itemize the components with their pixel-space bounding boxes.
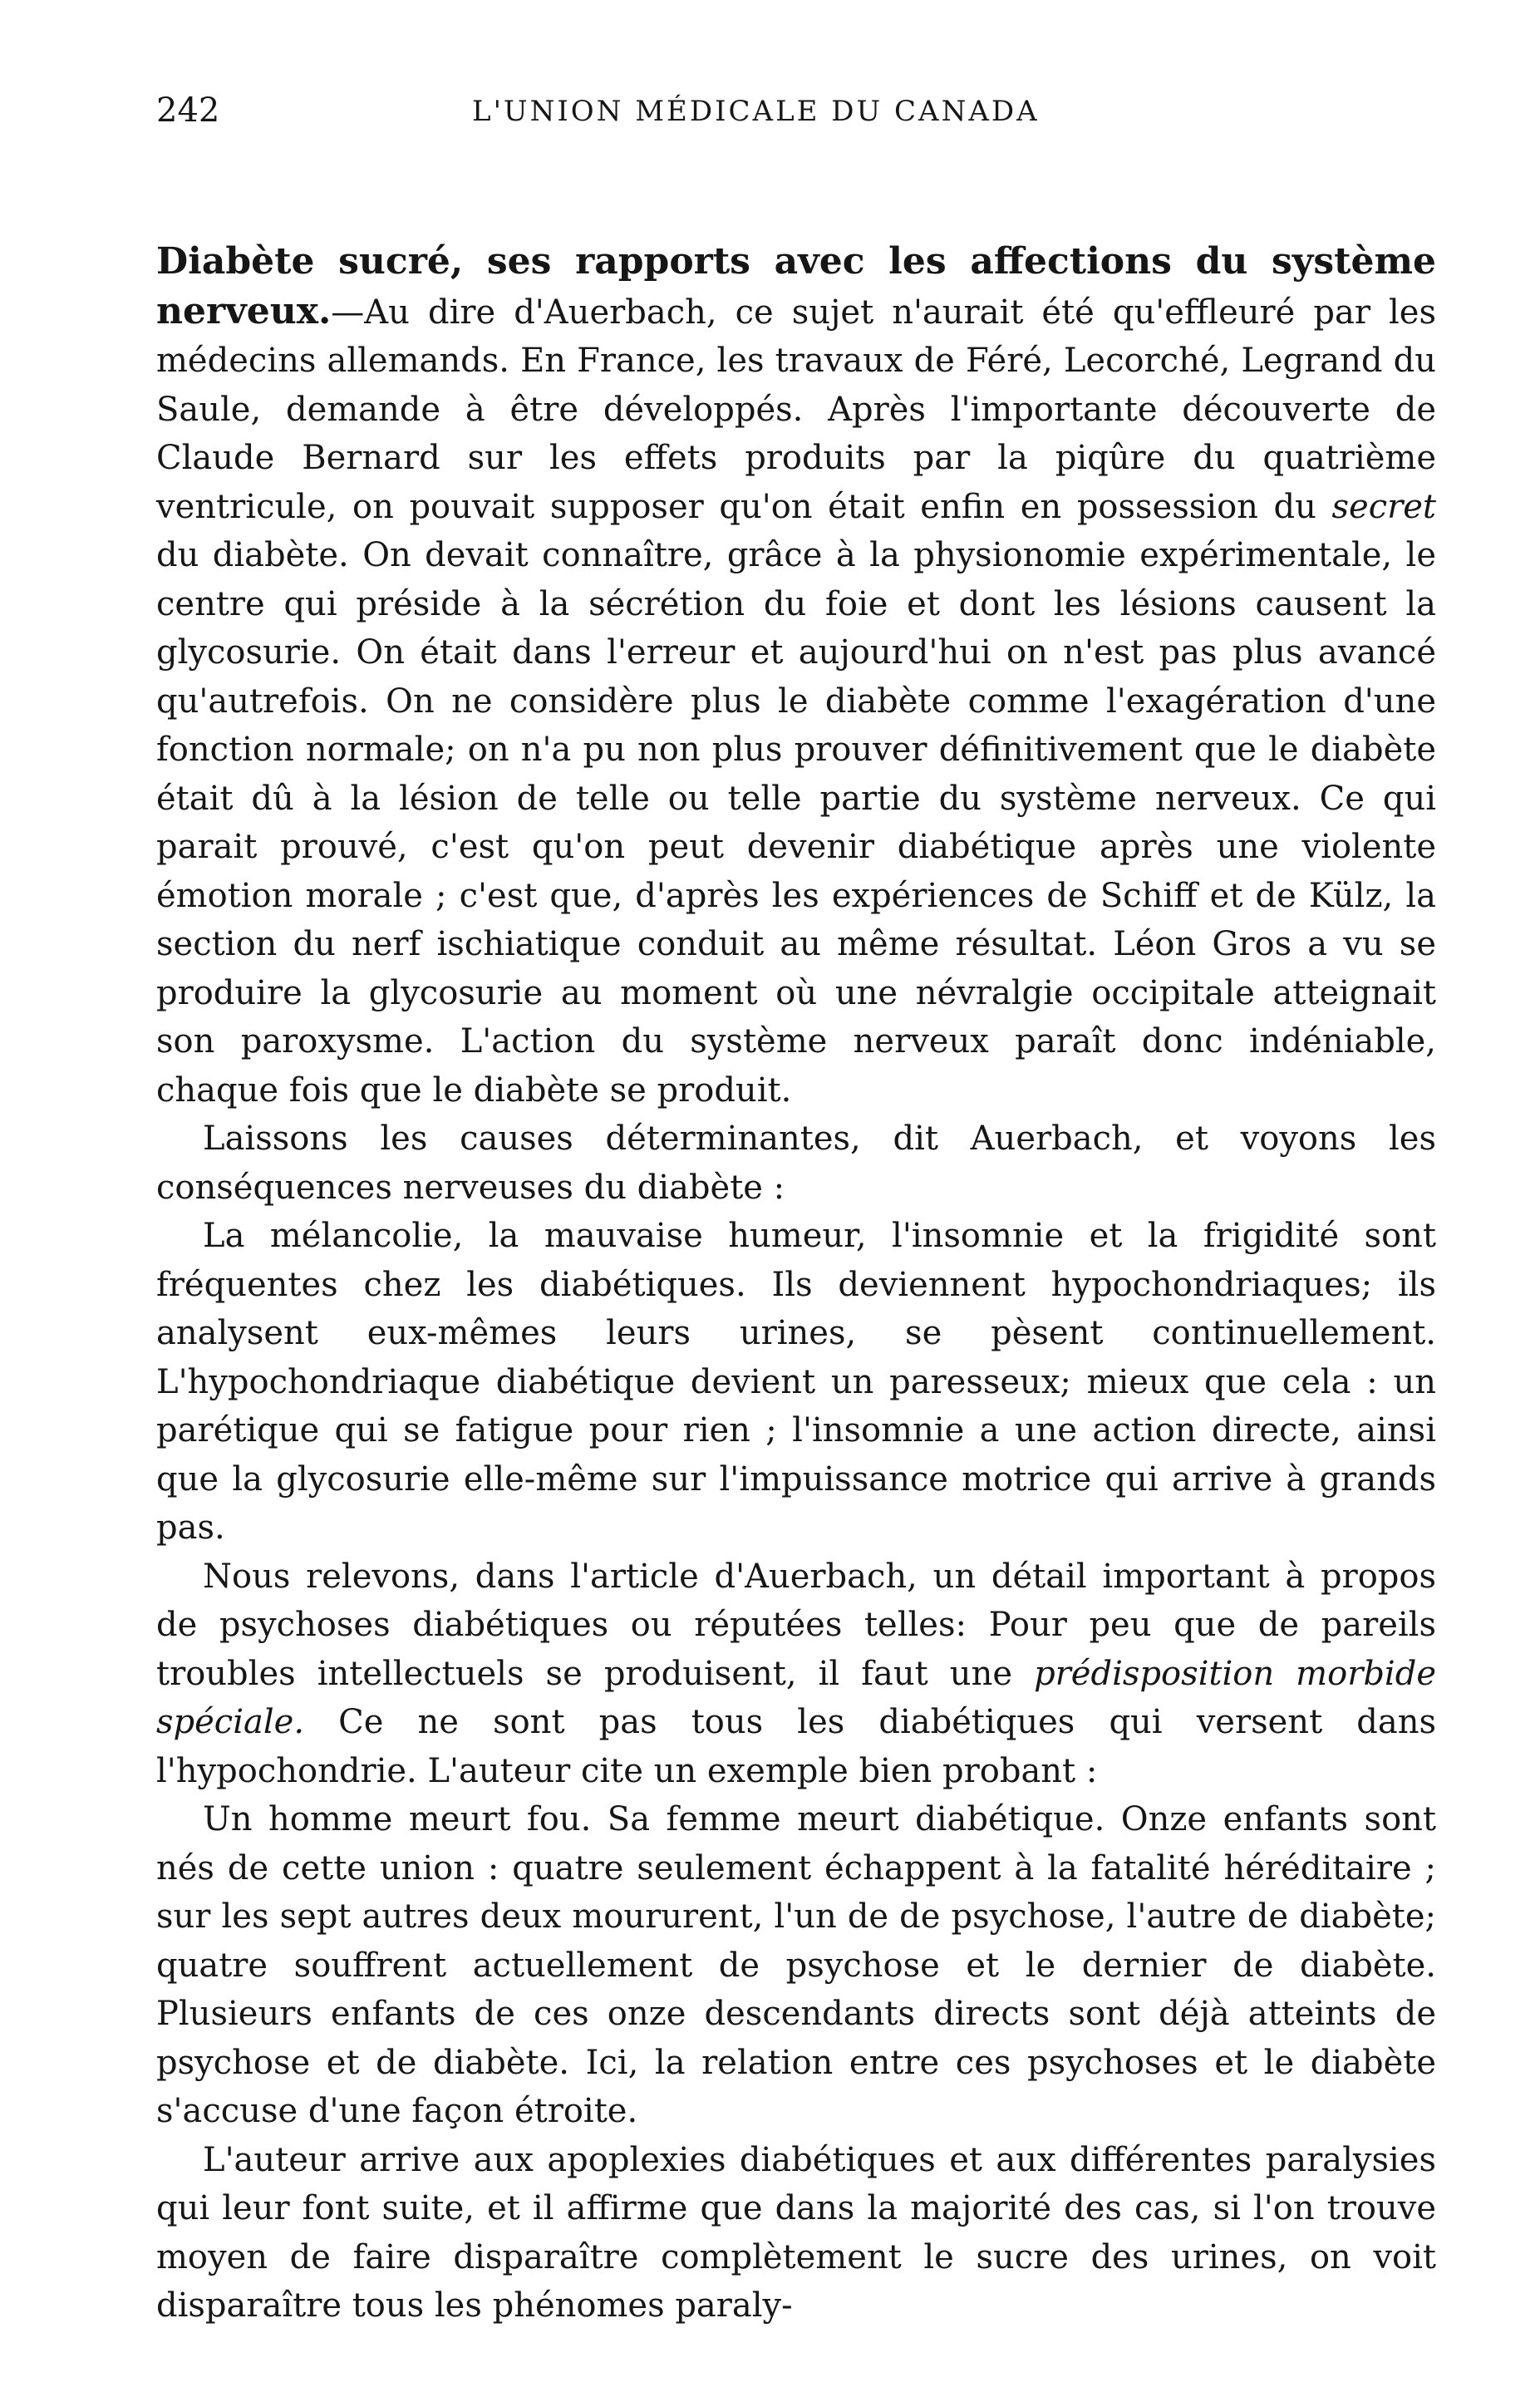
article-heading: Diabète sucré, ses rapports avec les affections du système nerveux. — [156, 240, 1436, 332]
paragraph-6: L'auteur arrive aux apoplexies diabétiques et aux différentes paralysies qui leur font suite, et il affirme que dans la majorité des cas, si l'on trouve moyen de faire disparaître complètement le sucre des urines, on voit disparaître tous les phénomes paraly- — [156, 2140, 1436, 2325]
page-number: 242 — [156, 91, 220, 130]
paragraph-1 — [156, 238, 1436, 1115]
article-body — [156, 238, 1436, 2330]
paragraph-1-text-b: du diabète. On devait connaître, grâce à la physionomie expérimentale, le centre qui préside à la sécrétion du foie et dont les lésions causent la glycosurie. On était dans l'erreur et aujourd'hui on n'est pas plus avancé qu'autrefois. On ne considère plus le diabète comme l'exagération d'une fonction normale; on n'a pu non plus prouver définitivement que le diabète était dû à la lésion de telle ou telle partie du système nerveux. Ce qui parait prouvé, c'est qu'on peut devenir diabétique après une violente émotion morale ; c'est que, d'après les expériences de Schiff et de Külz, la section du nerf ischiatique conduit au même résultat. Léon Gros a vu se produire la glycosurie au moment où une névralgie occipitale atteignait son paroxysme. L'action du système nerveux paraît donc indéniable, chaque fois que le diabète se produit. — [156, 536, 1436, 1110]
paragraph-1-text-a: —Au dire d'Auerbach, ce sujet n'aurait été qu'effleuré par les médecins allemands. En France, les travaux de Féré, Lecorché, Legrand du Saule, demande à être développés. Après l'importante découverte de Claude Bernard sur les effets produits par la piqûre du quatrième ventricule, on pouvait supposer qu'on était enfin en possession du — [156, 293, 1436, 526]
running-header — [156, 91, 1436, 141]
paragraph-4-text-a: Nous relevons, dans l'article d'Auerbach, un détail important à propos de psychoses diabétiques ou réputées telles: Pour peu que de pareils troubles intellectuels se produisent, il faut une — [156, 1557, 1436, 1693]
paragraph-1-italic: secret — [1331, 487, 1436, 526]
paragraph-5: Un homme meurt fou. Sa femme meurt diabétique. Onze enfants sont nés de cette union : quatre seulement échappent à la fatalité héréditaire ; sur les sept autres deux moururent, l'un de de psychose, l'autre de diabète; quatre souffrent actuellement de psychose et le dernier de diabète. Plusieurs enfants de ces onze descendants directs sont déjà atteints de psychose et de diabète. Ici, la relation entre ces psychoses et le diabète s'accuse d'une façon étroite. — [156, 1800, 1436, 2130]
paragraph-3: La mélancolie, la mauvaise humeur, l'insomnie et la frigidité sont fréquentes chez les diabétiques. Ils deviennent hypochondriaques; ils analysent eux-mêmes leurs urines, se pèsent continuellement. L'hypochondriaque diabétique devient un paresseux; mieux que cela : un parétique qui se fatigue pour rien ; l'insomnie a une action directe, ainsi que la glycosurie elle-même sur l'impuissance motrice qui arrive à grands pas. — [156, 1217, 1436, 1547]
paragraph-4-italic: prédisposition morbide spéciale. — [156, 1654, 1436, 1741]
journal-title: L'UNION MÉDICALE DU CANADA — [472, 95, 1040, 128]
paragraph-4-text-b: Ce ne sont pas tous les diabétiques qui versent dans l'hypochondrie. L'auteur cite un exemple bien probant : — [156, 1703, 1436, 1790]
paragraph-4 — [156, 1553, 1436, 1796]
paragraph-2: Laissons les causes déterminantes, dit Auerbach, et voyons les conséquences nerveuses du diabète : — [156, 1120, 1436, 1207]
document-page — [156, 91, 1436, 2330]
